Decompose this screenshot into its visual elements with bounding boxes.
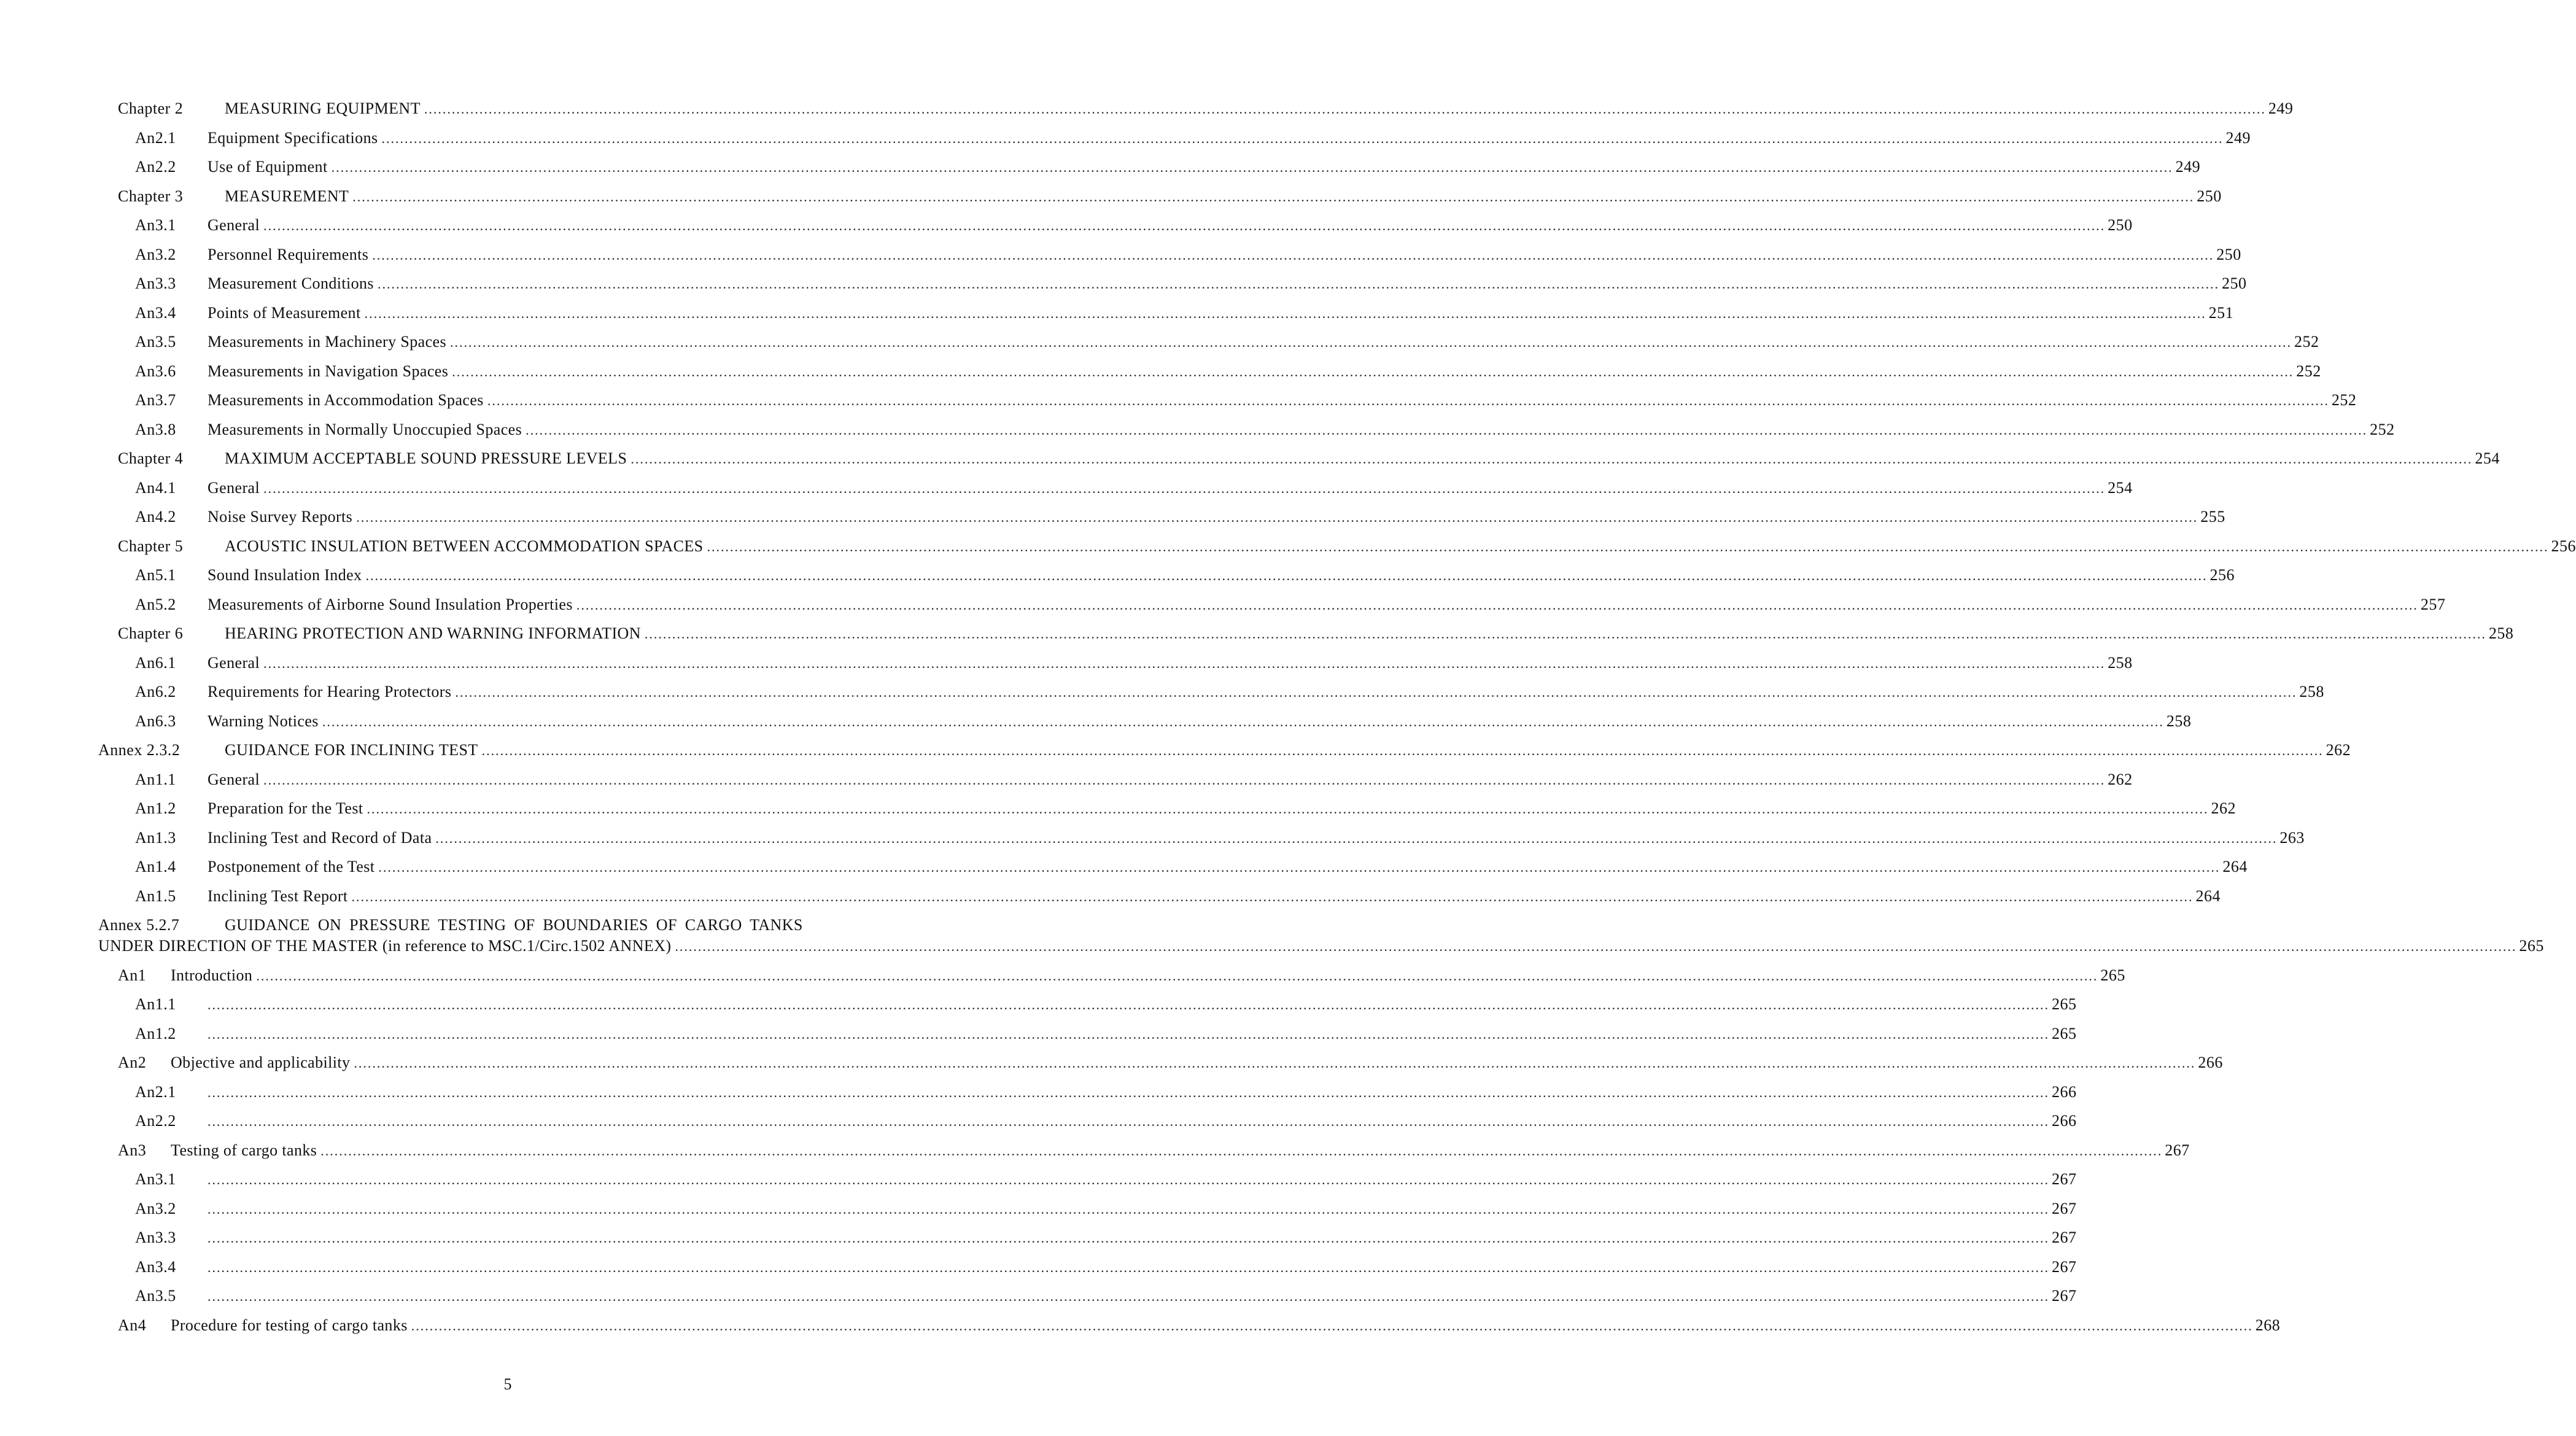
toc-entry-number: An3.3 bbox=[135, 274, 176, 292]
toc-entry-page: 268 bbox=[2255, 1316, 2281, 1334]
toc-entry[interactable] bbox=[135, 886, 2221, 907]
toc-entry-number: An3.6 bbox=[135, 362, 176, 380]
toc-entry-page: 266 bbox=[2052, 1082, 2077, 1101]
dot-leader: ................................................................................................................................................................................................................................................................................................................................................................................................................ bbox=[378, 860, 2221, 875]
toc-entry-number: An1.2 bbox=[135, 799, 176, 817]
toc-entry[interactable] bbox=[118, 1315, 2281, 1336]
dot-leader: ................................................................................................................................................................................................................................................................................................................................................................................................................ bbox=[263, 218, 2106, 233]
toc-entry-number: An2.1 bbox=[135, 1082, 176, 1101]
toc-entry-number: An1.3 bbox=[135, 828, 176, 847]
toc-entry-number: An3.3 bbox=[135, 1228, 176, 1246]
toc-entry-title: Sound Insulation Index bbox=[208, 566, 362, 584]
toc-entry[interactable] bbox=[135, 215, 2133, 236]
dot-leader: ................................................................................................................................................................................................................................................................................................................................................................................................................ bbox=[322, 713, 2164, 729]
toc-entry[interactable] bbox=[135, 1023, 2077, 1044]
toc-entry-number: An3.8 bbox=[135, 420, 176, 438]
toc-entry-title: Measurements in Navigation Spaces bbox=[208, 362, 449, 380]
toc-entry[interactable] bbox=[135, 681, 2324, 702]
toc-entry[interactable] bbox=[135, 506, 2225, 527]
toc-entry-title: Measurement Conditions bbox=[208, 274, 374, 292]
toc-entry-number: An1.2 bbox=[135, 1024, 176, 1042]
toc-entry[interactable] bbox=[135, 994, 2077, 1015]
toc-entry-title: MEASURING EQUIPMENT bbox=[225, 99, 421, 117]
dot-leader: ................................................................................................................................................................................................................................................................................................................................................................................................................ bbox=[367, 801, 2209, 817]
toc-entry[interactable] bbox=[135, 798, 2237, 819]
toc-entry-page: 255 bbox=[2200, 508, 2225, 526]
toc-entry-title: GUIDANCE FOR INCLINING TEST bbox=[225, 741, 478, 759]
toc-entry-title: Testing of cargo tanks bbox=[171, 1141, 317, 1159]
dot-leader: ................................................................................................................................................................................................................................................................................................................................................................................................................ bbox=[256, 968, 2098, 984]
dot-leader: ................................................................................................................................................................................................................................................................................................................................................................................................................ bbox=[707, 538, 2549, 554]
toc-entry[interactable] bbox=[135, 1257, 2077, 1278]
toc-entry[interactable] bbox=[135, 128, 2251, 149]
toc-entry-title: Requirements for Hearing Protectors bbox=[208, 683, 452, 701]
toc-entry[interactable] bbox=[135, 856, 2248, 877]
toc-entry-page: 250 bbox=[2216, 245, 2241, 263]
toc-entry[interactable] bbox=[135, 303, 2234, 324]
toc-entry-number: An3.5 bbox=[135, 1287, 176, 1305]
toc-entry[interactable] bbox=[135, 478, 2133, 499]
toc-entry-page: 251 bbox=[2208, 303, 2234, 322]
toc-entry-number: Annex 2.3.2 bbox=[98, 741, 180, 759]
toc-entry-title: Preparation for the Test bbox=[208, 799, 363, 817]
toc-entry-page: 265 bbox=[2519, 937, 2544, 955]
toc-entry[interactable] bbox=[135, 653, 2133, 673]
toc-entry-number: An3.5 bbox=[135, 333, 176, 351]
toc-entry-number: An1 bbox=[118, 966, 147, 984]
toc-entry-title-continued: UNDER DIRECTION OF THE MASTER (in reference to MSC.1/Circ.1502 ANNEX) bbox=[98, 937, 672, 955]
toc-entry-page: 250 bbox=[2108, 216, 2133, 234]
toc-entry[interactable] bbox=[135, 273, 2247, 294]
dot-leader: ................................................................................................................................................................................................................................................................................................................................................................................................................ bbox=[455, 685, 2297, 700]
toc-entry[interactable] bbox=[135, 769, 2133, 790]
toc-entry-number: Chapter 3 bbox=[118, 187, 184, 205]
toc-entry-number: An1.5 bbox=[135, 887, 176, 905]
dot-leader: ................................................................................................................................................................................................................................................................................................................................................................................................................ bbox=[208, 1026, 2049, 1042]
toc-entry-page: 267 bbox=[2052, 1257, 2077, 1276]
toc-entry-title: Noise Survey Reports bbox=[208, 508, 353, 526]
toc-entry[interactable] bbox=[135, 1169, 2077, 1190]
dot-leader: ................................................................................................................................................................................................................................................................................................................................................................................................................ bbox=[372, 247, 2214, 263]
toc-entry-number: An1.1 bbox=[135, 770, 176, 788]
toc-entry[interactable] bbox=[135, 332, 2319, 352]
toc-entry-title: GUIDANCE ON PRESSURE TESTING OF BOUNDARIES OF CARGO TANKS bbox=[225, 916, 803, 934]
toc-entry[interactable] bbox=[135, 244, 2241, 265]
dot-leader: ................................................................................................................................................................................................................................................................................................................................................................................................................ bbox=[411, 1318, 2253, 1333]
toc-entry[interactable] bbox=[135, 419, 2395, 440]
toc-entry-page: 267 bbox=[2052, 1287, 2077, 1305]
dot-leader: ................................................................................................................................................................................................................................................................................................................................................................................................................ bbox=[208, 1084, 2049, 1100]
toc-entry-page: 258 bbox=[2299, 683, 2324, 701]
dot-leader: ................................................................................................................................................................................................................................................................................................................................................................................................................ bbox=[208, 1259, 2049, 1275]
toc-entry-number: Chapter 4 bbox=[118, 449, 184, 467]
dot-leader: ................................................................................................................................................................................................................................................................................................................................................................................................................ bbox=[208, 997, 2049, 1012]
toc-entry[interactable] bbox=[135, 361, 2321, 382]
toc-entry[interactable] bbox=[135, 1082, 2077, 1103]
dot-leader: ................................................................................................................................................................................................................................................................................................................................................................................................................ bbox=[487, 393, 2329, 408]
toc-entry-number: An3.1 bbox=[135, 216, 176, 234]
dot-leader: ................................................................................................................................................................................................................................................................................................................................................................................................................ bbox=[208, 1289, 2049, 1304]
dot-leader: ................................................................................................................................................................................................................................................................................................................................................................................................................ bbox=[435, 830, 2278, 846]
dot-leader: ................................................................................................................................................................................................................................................................................................................................................................................................................ bbox=[365, 568, 2208, 583]
toc-entry-page: 252 bbox=[2294, 333, 2319, 351]
toc-entry-page: 249 bbox=[2268, 99, 2294, 117]
toc-entry-title: HEARING PROTECTION AND WARNING INFORMATION bbox=[225, 624, 641, 642]
toc-entry-page: 254 bbox=[2108, 478, 2133, 497]
toc-entry-number: An5.1 bbox=[135, 566, 176, 584]
toc-entry-page: 267 bbox=[2052, 1199, 2077, 1217]
dot-leader: ................................................................................................................................................................................................................................................................................................................................................................................................................ bbox=[364, 305, 2206, 321]
toc-entry-title: ACOUSTIC INSULATION BETWEEN ACCOMMODATION SPACES bbox=[225, 537, 704, 555]
toc-entry-number: An1.4 bbox=[135, 858, 176, 875]
toc-entry[interactable] bbox=[135, 1111, 2077, 1131]
toc-entry-title: Measurements in Machinery Spaces bbox=[208, 333, 446, 351]
toc-entry-title: Measurements in Accommodation Spaces bbox=[208, 391, 484, 409]
toc-entry-page: 254 bbox=[2475, 449, 2500, 467]
dot-leader: ................................................................................................................................................................................................................................................................................................................................................................................................................ bbox=[452, 363, 2294, 379]
toc-entry-page: 252 bbox=[2331, 391, 2357, 409]
toc-entry-number: An3.7 bbox=[135, 391, 176, 409]
dot-leader: ................................................................................................................................................................................................................................................................................................................................................................................................................ bbox=[263, 772, 2106, 788]
dot-leader: ................................................................................................................................................................................................................................................................................................................................................................................................................ bbox=[381, 130, 2224, 146]
toc-entry-page: 267 bbox=[2165, 1141, 2190, 1159]
toc-entry-page: 252 bbox=[2370, 420, 2395, 438]
dot-leader: ................................................................................................................................................................................................................................................................................................................................................................................................................ bbox=[675, 939, 2517, 954]
toc-entry-page: 256 bbox=[2551, 537, 2576, 555]
toc-entry[interactable] bbox=[118, 1140, 2190, 1161]
toc-entry[interactable] bbox=[135, 594, 2446, 615]
toc-entry-number: An3.2 bbox=[135, 1199, 176, 1217]
toc-entry-number: Chapter 5 bbox=[118, 537, 184, 555]
toc-entry-number: An1.1 bbox=[135, 995, 176, 1013]
toc-entry-title: Equipment Specifications bbox=[208, 128, 378, 147]
dot-leader: ................................................................................................................................................................................................................................................................................................................................................................................................................ bbox=[377, 276, 2219, 292]
toc-entry-number: Chapter 2 bbox=[118, 99, 184, 117]
toc-entry[interactable] bbox=[135, 1286, 2077, 1306]
toc-entry-title: Measurements in Normally Unoccupied Spaces bbox=[208, 420, 522, 438]
toc-entry[interactable] bbox=[135, 157, 2201, 177]
toc-entry-title: Warning Notices bbox=[208, 712, 319, 730]
toc-entry-chapter[interactable] bbox=[118, 536, 2576, 557]
toc-entry-number: An5.2 bbox=[135, 595, 176, 613]
toc-entry-chapter[interactable] bbox=[118, 186, 2222, 207]
dot-leader: ................................................................................................................................................................................................................................................................................................................................................................................................................ bbox=[356, 510, 2198, 525]
dot-leader: ................................................................................................................................................................................................................................................................................................................................................................................................................ bbox=[576, 597, 2418, 613]
toc-entry-number: An3.4 bbox=[135, 1257, 176, 1276]
toc-entry-title: Personnel Requirements bbox=[208, 245, 369, 263]
toc-entry-page: 250 bbox=[2197, 187, 2222, 205]
toc-entry-number: An2 bbox=[118, 1054, 147, 1071]
toc-entry-page: 258 bbox=[2166, 712, 2192, 730]
toc-entry-title: Inclining Test Report bbox=[208, 887, 348, 905]
toc-entry-page: 258 bbox=[2108, 653, 2133, 672]
toc-entry[interactable] bbox=[135, 1227, 2077, 1248]
toc-entry-annex-heading-continued[interactable] bbox=[98, 936, 2544, 957]
dot-leader: ................................................................................................................................................................................................................................................................................................................................................................................................................ bbox=[263, 655, 2106, 671]
toc-entry-page: 267 bbox=[2052, 1228, 2077, 1246]
toc-entry-title: General bbox=[208, 770, 260, 788]
toc-entry-title: Use of Equipment bbox=[208, 158, 328, 176]
toc-entry-page: 266 bbox=[2052, 1112, 2077, 1130]
dot-leader: ................................................................................................................................................................................................................................................................................................................................................................................................................ bbox=[644, 626, 2486, 642]
toc-entry-title: Procedure for testing of cargo tanks bbox=[171, 1316, 408, 1334]
toc-entry-annex-heading[interactable] bbox=[98, 915, 803, 936]
toc-entry-number: An3.1 bbox=[135, 1170, 176, 1188]
toc-entry-page: 257 bbox=[2420, 595, 2446, 613]
toc-entry-page: 249 bbox=[2175, 158, 2201, 176]
dot-leader: ................................................................................................................................................................................................................................................................................................................................................................................................................ bbox=[424, 101, 2266, 117]
dot-leader: ................................................................................................................................................................................................................................................................................................................................................................................................................ bbox=[331, 160, 2173, 175]
toc-entry-page: 266 bbox=[2198, 1054, 2223, 1071]
toc-entry-page: 262 bbox=[2326, 741, 2351, 759]
toc-entry-chapter[interactable] bbox=[118, 448, 2500, 469]
toc-entry-title: General bbox=[208, 478, 260, 497]
toc-entry-page: 252 bbox=[2296, 362, 2321, 380]
toc-entry-title: Introduction bbox=[171, 966, 253, 984]
dot-leader: ................................................................................................................................................................................................................................................................................................................................................................................................................ bbox=[351, 888, 2194, 904]
toc-entry-chapter[interactable] bbox=[118, 98, 2294, 119]
toc-entry-number: An3.2 bbox=[135, 245, 176, 263]
toc-entry[interactable] bbox=[135, 1198, 2077, 1219]
toc-entry-number: Annex 5.2.7 bbox=[98, 916, 180, 934]
dot-leader: ................................................................................................................................................................................................................................................................................................................................................................................................................ bbox=[208, 1201, 2049, 1217]
toc-entry-annex[interactable] bbox=[98, 740, 2351, 761]
toc-entry-page: 262 bbox=[2108, 770, 2133, 788]
toc-entry-page: 262 bbox=[2211, 799, 2237, 817]
toc-entry[interactable] bbox=[118, 965, 2125, 986]
toc-entry-number: An3.4 bbox=[135, 303, 176, 322]
toc-entry-page: 249 bbox=[2225, 128, 2251, 147]
toc-entry[interactable] bbox=[135, 711, 2192, 732]
toc-entry-page: 256 bbox=[2209, 566, 2235, 584]
toc-entry-page: 265 bbox=[2052, 1024, 2077, 1042]
toc-entry-title: General bbox=[208, 216, 260, 234]
toc-entry-title: General bbox=[208, 653, 260, 672]
toc-entry-title: Inclining Test and Record of Data bbox=[208, 828, 432, 847]
toc-entry-number: An2.1 bbox=[135, 128, 176, 147]
dot-leader: ................................................................................................................................................................................................................................................................................................................................................................................................................ bbox=[449, 335, 2292, 350]
toc-entry-number: An4 bbox=[118, 1316, 147, 1334]
toc-entry-number: An4.2 bbox=[135, 508, 176, 526]
toc-entry[interactable] bbox=[135, 828, 2305, 848]
toc-entry-number: An2.2 bbox=[135, 1112, 176, 1130]
dot-leader: ................................................................................................................................................................................................................................................................................................................................................................................................................ bbox=[263, 480, 2106, 496]
toc-entry-page: 258 bbox=[2488, 624, 2514, 642]
toc-entry[interactable] bbox=[135, 390, 2357, 411]
toc-entry-page: 263 bbox=[2279, 828, 2305, 847]
toc-entry-page: 264 bbox=[2222, 858, 2248, 875]
dot-leader: ................................................................................................................................................................................................................................................................................................................................................................................................................ bbox=[208, 1114, 2049, 1129]
toc-entry-title: MAXIMUM ACCEPTABLE SOUND PRESSURE LEVELS bbox=[225, 449, 627, 467]
page-number: 5 bbox=[503, 1375, 512, 1393]
toc-entry-chapter[interactable] bbox=[118, 623, 2514, 644]
dot-leader: ................................................................................................................................................................................................................................................................................................................................................................................................................ bbox=[320, 1143, 2163, 1159]
dot-leader: ................................................................................................................................................................................................................................................................................................................................................................................................................ bbox=[208, 1172, 2049, 1187]
dot-leader: ................................................................................................................................................................................................................................................................................................................................................................................................................ bbox=[208, 1230, 2049, 1246]
toc-entry-title: MEASUREMENT bbox=[225, 187, 349, 205]
toc-entry-page: 267 bbox=[2052, 1170, 2077, 1188]
toc-entry[interactable] bbox=[135, 565, 2235, 586]
dot-leader: ................................................................................................................................................................................................................................................................................................................................................................................................................ bbox=[481, 743, 2324, 758]
toc-entry-number: An6.3 bbox=[135, 712, 176, 730]
toc-entry-number: Chapter 6 bbox=[118, 624, 184, 642]
toc-entry-number: An6.2 bbox=[135, 683, 176, 701]
toc-entry-title: Points of Measurement bbox=[208, 303, 361, 322]
toc-entry-title: Measurements of Airborne Sound Insulation Properties bbox=[208, 595, 573, 613]
dot-leader: ................................................................................................................................................................................................................................................................................................................................................................................................................ bbox=[526, 422, 2368, 438]
toc-entry-number: An2.2 bbox=[135, 158, 176, 176]
toc-entry-page: 264 bbox=[2195, 887, 2221, 905]
dot-leader: ................................................................................................................................................................................................................................................................................................................................................................................................................ bbox=[352, 188, 2195, 204]
dot-leader: ................................................................................................................................................................................................................................................................................................................................................................................................................ bbox=[354, 1055, 2196, 1071]
toc-entry-title: Objective and applicability bbox=[171, 1054, 351, 1071]
toc-entry[interactable] bbox=[118, 1052, 2223, 1073]
toc-entry-title: Postponement of the Test bbox=[208, 858, 375, 875]
toc-entry-number: An3 bbox=[118, 1141, 147, 1159]
toc-entry-page: 265 bbox=[2052, 995, 2077, 1013]
toc-entry-page: 250 bbox=[2221, 274, 2247, 292]
toc-entry-page: 265 bbox=[2100, 966, 2125, 984]
toc-entry-number: An4.1 bbox=[135, 478, 176, 497]
toc-entry-number: An6.1 bbox=[135, 653, 176, 672]
dot-leader: ................................................................................................................................................................................................................................................................................................................................................................................................................ bbox=[630, 451, 2473, 467]
